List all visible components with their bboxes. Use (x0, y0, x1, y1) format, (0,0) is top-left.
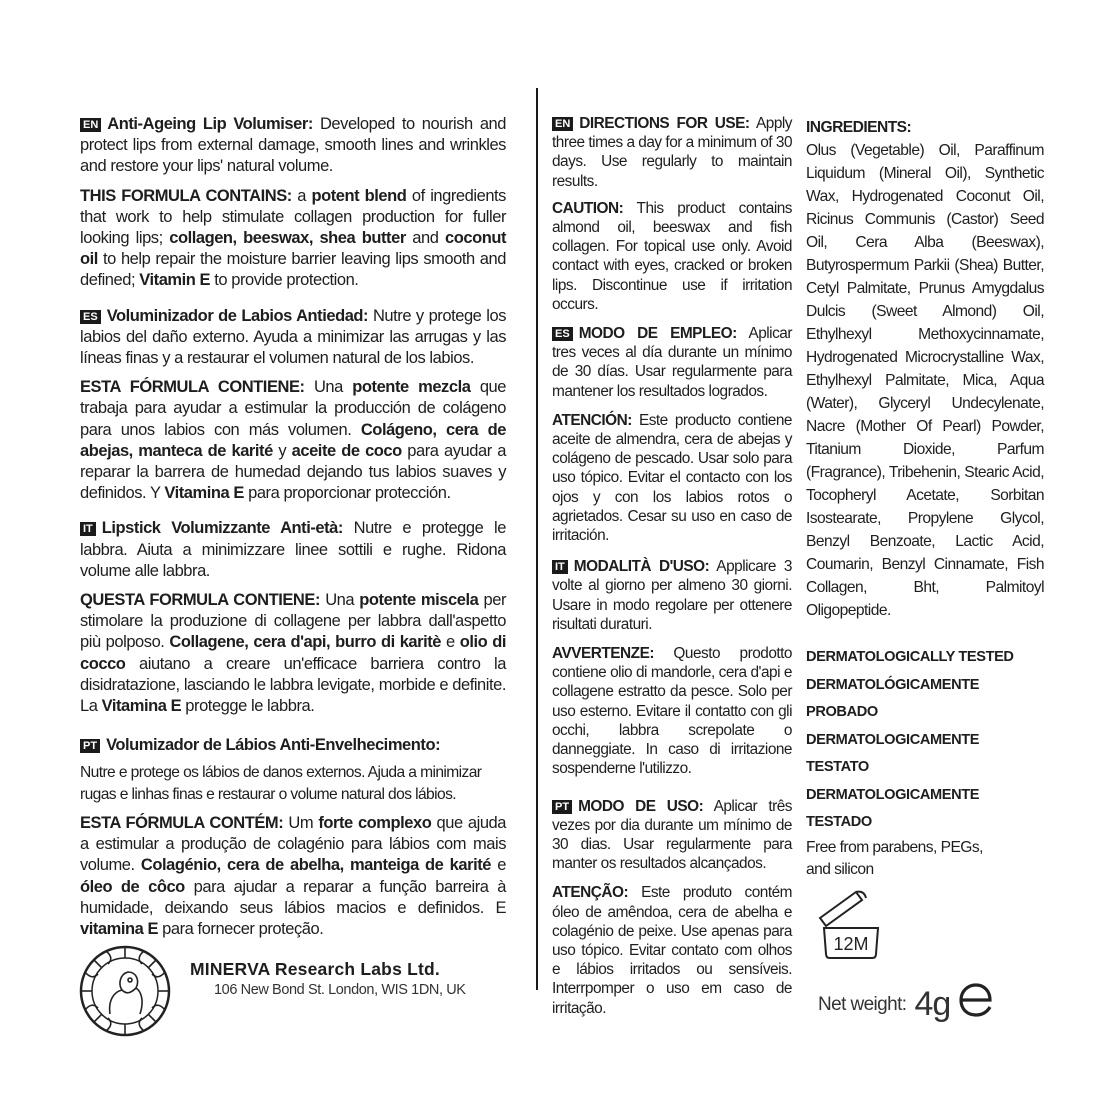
dermatological-claims (806, 644, 1044, 837)
derm-pt: DERMATOLOGICAMENTE TESTADO (806, 786, 980, 830)
lang-badge-it: IT (552, 560, 568, 574)
ingredients-title: INGREDIENTS: (806, 119, 912, 136)
es-caution: ATENCIÓN: Este producto contiene aceite de almendra, cera de abejas y colágeno de pescado. Usar solo para uso tópico. Evitar el contacto con los ojos y con los labios rotos o agrietados. Cesar su uso en caso de irritación. (552, 411, 792, 545)
en-formula: THIS FORMULA CONTAINS: a potent blend of ingredients that work to help stimulate collagen production for fuller looking lips; collagen, beeswax, shea butter and coconut oil to help repair the moisture barrier leaving lips smooth and defined; Vitamin E to provide protection. (80, 186, 506, 290)
it-directions: IT MODALITÀ D'USO: Applicare 3 volte al giorno per almeno 30 giorni. Usare in modo regolare per ottenere risultati duraturi. (552, 558, 792, 633)
company-info (190, 958, 466, 1000)
minerva-emblem-icon (78, 944, 172, 1038)
lang-badge-en: EN (552, 117, 573, 131)
pt-directions: PT MODO DE USO: Aplicar três vezes por dia durante um mínimo de 30 dias. Usar regularmente para manter os resultados alcançados. (552, 797, 792, 873)
pt-title: PT Volumizador de Lábios Anti-Envelhecimento: (80, 735, 506, 756)
it-formula: QUESTA FORMULA CONTIENE: Una potente miscela per stimolare la produzione di collagene per labbra dall'aspetto più polposo. Collagene, cera d'api, burro di karitè e olio di cocco aiutano a creare un'efficace barriera contro la disidratazione, lasciando le labbra levigate, morbide e definite. La Vitamina E protegge le labbra. (80, 591, 506, 716)
pao-label: 12M (833, 934, 869, 954)
estimated-sign-icon (956, 980, 996, 1020)
lang-badge-es: ES (80, 310, 101, 324)
it-caution: AVVERTENZE: Questo prodotto contiene olio di mandorle, cera d'api e collagene estratto da pesce. Solo per uso esterno. Evitare il contatto con gli occhi, labbra screpolate o danneggiate. In caso di irritazione sospenderne l'utilizzo. (552, 645, 792, 778)
net-weight (818, 980, 996, 1022)
en-description: EN Anti-Ageing Lip Volumiser: Developed to nourish and protect lips from external damage, smooth lines and wrinkles and restore your lips' natural volume. (80, 115, 506, 176)
lang-badge-it: IT (80, 522, 96, 536)
es-directions: ES MODO DE EMPLEO: Aplicar tres veces al día durante un mínimo de 30 días. Usar regularmente para mantener los resultados logrados. (552, 325, 792, 400)
es-formula: ESTA FÓRMULA CONTIENE: Una potente mezcla que trabaja para ayudar a estimular la producción de colágeno para unos labios con más volumen. Colágeno, cera de abejas, manteca de karité y aceite de coco para ayudar a reparar la barrera de humedad dejando tus labios suaves y definidos. Y Vitamina E para proporcionar protección. (80, 378, 507, 503)
lang-badge-en: EN (80, 118, 101, 132)
derm-it: DERMATOLOGICAMENTE TESTATO (806, 731, 980, 775)
derm-es: DERMATOLÓGICAMENTE PROBADO (806, 676, 980, 720)
en-directions: EN DIRECTIONS FOR USE: Apply three times a day for a minimum of 30 days. Use regularly to maintain results. (552, 115, 792, 190)
open-jar-icon (816, 888, 886, 960)
column-product-descriptions (80, 114, 506, 940)
column-divider (536, 88, 538, 990)
en-caution: CAUTION: This product contains almond oil, beeswax and fish collagen. For topical use only. Avoid contact with eyes, cracked or broken lips. Discontinue use if irritation occurs. (552, 199, 792, 313)
company-address: 106 New Bond St. London, WIS 1DN, UK (214, 982, 466, 998)
company-name: MINERVA Research Labs Ltd. (190, 959, 440, 979)
column-ingredients (806, 116, 1044, 881)
pt-description: Nutre e protege os lábios de danos externos. Ajuda a minimizar rugas e linhas finas e restaurar o volume natural dos lábios. (80, 764, 482, 803)
net-weight-label: Net weight: (818, 994, 907, 1015)
es-description: ES Voluminizador de Labios Antiedad: Nutre y protege los labios del daño externo. Ayuda a minimizar las arrugas y las líneas finas y a restaurar el volumen natural de los labios. (80, 306, 506, 368)
pt-caution: ATENÇÃO: Este produto contém óleo de amêndoa, cera de abelha e colagénio de peixe. Use apenas para uso tópico. Evitar contato com olhos e lábios irritados ou sensíveis. Interrpomper o uso em caso de irritação. (552, 884, 792, 1017)
pt-formula: ESTA FÓRMULA CONTÉM: Um forte complexo que ajuda a estimular a produção de colagénio para lábios com mais volume. Colagénio, cera de abelha, manteiga de karité e óleo de côco para ajudar a reparar a função barreira à humidade, deixando seus lábios macios e definidos. E vitamina E para fornecer proteção. (80, 813, 507, 938)
it-description: IT Lipstick Volumizzante Anti-età: Nutre e protegge le labbra. Aiuta a minimizzare linee sottili e rughe. Ridona volume alle labbra. (80, 519, 506, 580)
lang-badge-pt: PT (552, 800, 572, 814)
derm-en: DERMATOLOGICALLY TESTED (806, 649, 1014, 665)
period-after-opening (816, 888, 886, 960)
lang-badge-es: ES (552, 327, 573, 341)
net-weight-value: 4g (914, 985, 951, 1023)
lang-badge-pt: PT (80, 739, 100, 753)
column-directions (552, 114, 792, 1018)
minerva-logo (78, 944, 172, 1038)
free-from-note: Free from parabens, PEGs, and silicon (806, 838, 983, 878)
ingredients-list: Olus (Vegetable) Oil, Paraffinum Liquidum (Mineral Oil), Synthetic Wax, Hydrogenated Coconut Oil, Ricinus Communis (Castor) Seed Oil, Cera Alba (Beeswax), Butyrospermum Parkii (Shea) Butter, Cetyl Palmitate, Prunus Amygdalus Dulcis (Sweet Almond) Oil, Ethylhexyl Methoxycinnamate, Hydrogenated Microcrystalline Wax, Ethylhexyl Palmitate, Mica, Aqua (Water), Glyceryl Undecylenate, Nacre (Mother Of Pearl) Powder, Titanium Dioxide, Parfum (Fragrance), Tribehenin, Stearic Acid, Tocopheryl Acetate, Sorbitan Isostearate, Propylene Glycol, Benzyl Benzoate, Lactic Acid, Coumarin, Benzyl Cinnamate, Fish Collagen, Bht, Palmitoyl Oligopeptide. (806, 142, 1044, 619)
